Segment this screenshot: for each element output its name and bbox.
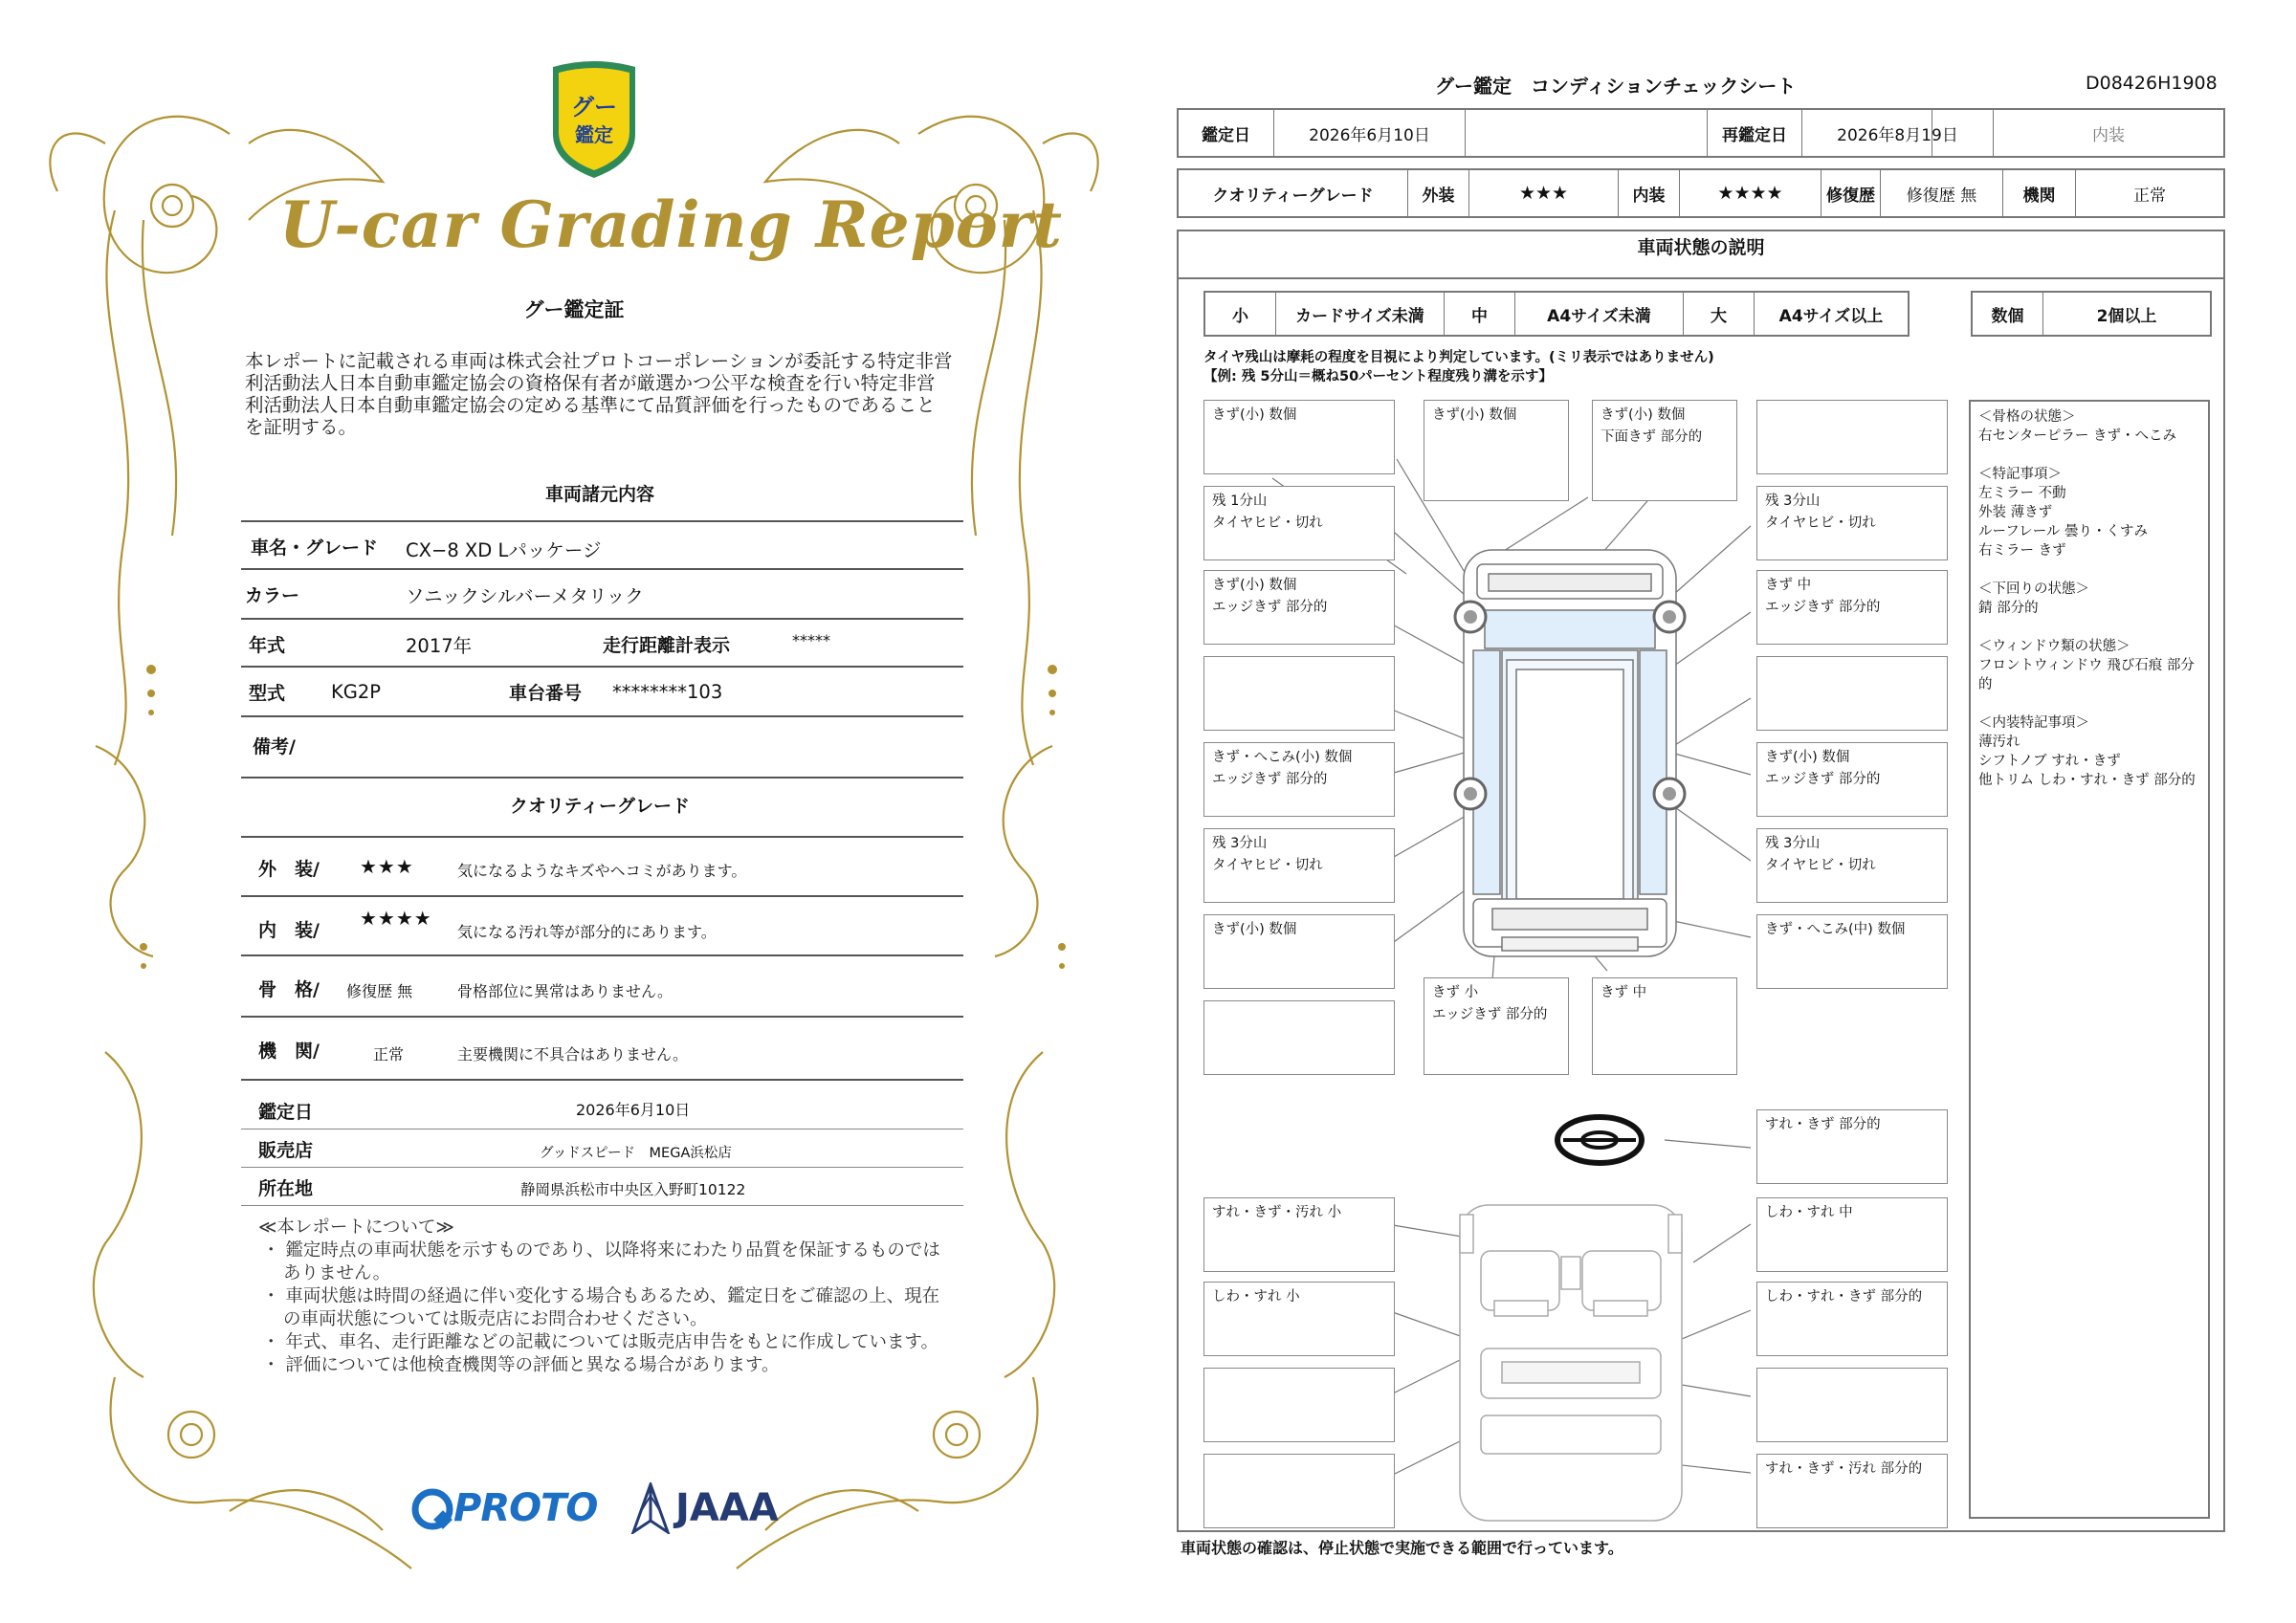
damage-box-front-door-right: [1756, 656, 1948, 731]
divider: [241, 618, 963, 620]
count-legend: [1971, 291, 2212, 337]
quality-heading: クオリティーグレード: [509, 796, 691, 817]
year-value: 2017年: [406, 635, 473, 657]
tire-box-rear-right: 残 3分山 タイヤヒビ・切れ: [1756, 828, 1948, 903]
condition-notes: [1969, 400, 2210, 1519]
count-desc: 2個以上: [2096, 306, 2157, 326]
year-label: 年式: [249, 635, 286, 656]
interior-grade: ★★★★: [1680, 170, 1821, 216]
size-legend: [1203, 291, 1910, 337]
divider: [241, 568, 963, 570]
interior-grade: ★★★★: [360, 907, 432, 930]
report-notes-title: ≪本レポートについて≫: [258, 1217, 454, 1238]
divider: [241, 954, 963, 956]
interior-label-cell: 内装: [2092, 125, 2125, 145]
report-note-item: ・ 年式、車名、走行距離などの記載については販売店申告をもとに作成しています。: [262, 1332, 939, 1352]
special-notes-heading: ＜特記事項＞: [1978, 467, 2062, 482]
tire-note-example: 【例: 残 5分山＝概ね50パーセント程度残り溝を示す】: [1203, 369, 1553, 384]
interior-box-seat-left: しわ・すれ 小: [1203, 1282, 1395, 1356]
remarks-label: 備考/: [253, 736, 296, 757]
damage-box-front-door-left: [1203, 656, 1395, 731]
condition-item: 錆 部分的: [1978, 601, 2039, 616]
report-note-item: ・ 車両状態は時間の経過に伴い変化する場合もあるため、鑑定日をご確認の上、現在の車両状態については販売店にお問合わせください。: [262, 1286, 940, 1329]
interior-label: 内 装/: [258, 920, 320, 941]
divider: [241, 666, 963, 668]
panel-title: 車両状態の説明: [1637, 237, 1765, 258]
tire-box-front-left: 残 1分山 タイヤヒビ・切れ: [1203, 486, 1395, 560]
interior-box-seat-right: しわ・すれ・きず 部分的: [1756, 1282, 1948, 1356]
proto-logo-text: PROTO: [453, 1486, 598, 1530]
interior-box-mid-right: [1756, 1368, 1948, 1442]
damage-box-rear-door-left: きず・へこみ(小) 数個 エッジきず 部分的: [1203, 742, 1395, 817]
document-id: D08426H1908: [2086, 73, 2218, 94]
condition-item: 右ミラー きず: [1978, 543, 2066, 559]
tire-box-rear-left: 残 3分山 タイヤヒビ・切れ: [1203, 828, 1395, 903]
jaaa-logo-text: JAAA: [675, 1486, 779, 1530]
damage-box-hood-left: きず(小) 数個: [1424, 400, 1569, 501]
damage-box-rear-door-right: きず(小) 数個 エッジきず 部分的: [1756, 742, 1948, 817]
appraisal-date-value: 2026年6月10日: [1274, 110, 1466, 156]
color-label: カラー: [245, 585, 300, 606]
quality-grade-label: クオリティーグレード: [1179, 170, 1408, 216]
exterior-comment: 気になるようなキズやヘコミがあります。: [457, 862, 747, 880]
size-large-desc: A4サイズ以上: [1778, 306, 1884, 326]
grade-row: [1177, 168, 2225, 218]
divider: [241, 1167, 963, 1168]
interior-label: 内装: [1619, 170, 1680, 216]
address-value: 静岡県浜松市中央区入野町10122: [520, 1181, 746, 1198]
damage-box-quarter-right: きず・へこみ(中) 数個: [1756, 914, 1948, 989]
sheet-title: グー鑑定 コンディションチェックシート: [1435, 75, 1797, 98]
script-title: U-car Grading Report: [279, 187, 1063, 262]
appraisal-date-label: 鑑定日: [258, 1102, 314, 1123]
size-medium-desc: A4サイズ未満: [1515, 293, 1684, 335]
exterior-grade: ★★★: [360, 855, 414, 878]
condition-item: ルーフレール 曇り・くすみ: [1978, 524, 2149, 539]
condition-item: 左ミラー 不動: [1978, 486, 2066, 501]
size-small-desc: カードサイズ未満: [1276, 293, 1445, 335]
divider: [241, 836, 963, 838]
jaaa-logo-icon: [629, 1482, 672, 1534]
frame-condition-heading: ＜骨格の状態＞: [1978, 409, 2076, 425]
damage-box-front-bumper: きず(小) 数個 下面きず 部分的: [1592, 400, 1737, 501]
appraisal-date-value: 2026年6月10日: [576, 1101, 691, 1119]
divider: [241, 715, 963, 717]
exterior-label: 外 装/: [258, 859, 320, 880]
underbody-heading: ＜下回りの状態＞: [1978, 581, 2089, 597]
tire-note: タイヤ残山は摩耗の程度を目視により判定しています。(ミリ表示ではありません): [1203, 350, 1714, 365]
mileage-value: *****: [792, 631, 830, 649]
car-name-value: CX−8 XD Lパッケージ: [406, 539, 602, 561]
condition-item: シフトノブ すれ・きず: [1978, 754, 2121, 769]
goo-kantei-badge-icon: [547, 59, 641, 182]
frame-grade: 修復歴 無: [346, 982, 413, 1000]
svg-text:鑑定: 鑑定: [575, 123, 613, 146]
engine-grade: 正常: [373, 1045, 405, 1064]
damage-box-tailgate: きず 中: [1592, 977, 1737, 1075]
damage-box-rear-bumper: きず 小 エッジきず 部分的: [1424, 977, 1569, 1075]
interior-box-steering: すれ・きず 部分的: [1756, 1109, 1948, 1184]
damage-box-front-left: きず(小) 数個: [1203, 400, 1395, 474]
window-heading: ＜ウィンドウ類の状態＞: [1978, 639, 2130, 654]
car-name-label: 車名・グレード: [251, 537, 379, 559]
certificate-intro: 本レポートに記載される車両は株式会社プロトコーポレーションが委託する特定非営利活動法人日本自動車鑑定協会の資格保有者が厳選かつ公平な検査を行い特定非営利活動法人日本自動車鑑定協会の定める基準にて品質評価を行ったものであることを証明する。: [245, 350, 953, 438]
engine-label: 機関: [2003, 170, 2076, 216]
chassis-value: ********103: [612, 681, 723, 703]
store-value: グッドスピード MEGA浜松店: [540, 1146, 732, 1161]
color-value: ソニックシルバーメタリック: [406, 585, 644, 607]
certificate-heading: グー鑑定証: [523, 298, 625, 321]
condition-item: 外装 薄きず: [1978, 505, 2053, 520]
engine-label: 機 関/: [258, 1041, 320, 1062]
damage-box-fender-right: きず 中 エッジきず 部分的: [1756, 570, 1948, 645]
report-notes: [258, 1217, 947, 1377]
chassis-label: 車台番号: [509, 683, 583, 704]
divider: [241, 1016, 963, 1018]
repair-history-value: 修復歴 無: [1881, 170, 2003, 216]
report-note-item: ・ 評価については他検査機関等の評価と異なる場合があります。: [262, 1355, 780, 1375]
damage-box-front-right: [1756, 400, 1948, 474]
size-large: 大: [1684, 293, 1755, 335]
bottom-note: 車両状態の確認は、停止状態で実施できる範囲で行っています。: [1181, 1539, 1623, 1557]
reappraisal-date-value: 2026年8月19日: [1802, 110, 1994, 156]
report-note-item: ・ 鑑定時点の車両状態を示すものであり、以降将来にわたり品質を保証するものではありません。: [262, 1240, 940, 1283]
footer-logos: [411, 1480, 794, 1538]
divider: [241, 895, 963, 897]
proto-logo-icon: [411, 1488, 453, 1530]
exterior-grade: ★★★: [1469, 170, 1619, 216]
mileage-label: 走行距離計表示: [603, 635, 731, 656]
interior-box-dash-right: しわ・すれ 中: [1756, 1197, 1948, 1272]
condition-item: 薄汚れ: [1978, 735, 2020, 750]
repair-history-label: 修復歴: [1821, 170, 1881, 216]
damage-box-quarter-left: きず(小) 数個: [1203, 914, 1395, 989]
address-label: 所在地: [258, 1178, 314, 1199]
interior-box-rear-left: [1203, 1454, 1395, 1528]
interior-comment: 気になる汚れ等が部分的にあります。: [457, 923, 717, 941]
spec-heading: 車両諸元内容: [544, 484, 654, 505]
interior-box-mid-left: [1203, 1368, 1395, 1442]
divider: [241, 777, 963, 779]
divider: [241, 1205, 963, 1206]
condition-item: 右センターピラー きず・へこみ: [1978, 428, 2177, 444]
condition-item: フロントウィンドウ 飛び石痕 部分的: [1978, 658, 2195, 692]
damage-box-rear-left: [1203, 1000, 1395, 1075]
steering-wheel-icon: [1557, 1117, 1642, 1163]
interior-box-rear-right: すれ・きず・汚れ 部分的: [1756, 1454, 1948, 1528]
store-label: 販売店: [258, 1140, 314, 1161]
divider: [241, 1129, 963, 1130]
engine-value: 正常: [2133, 186, 2166, 206]
frame-comment: 骨格部位に異常はありません。: [457, 982, 673, 1000]
appraisal-date-label: 鑑定日: [1179, 110, 1274, 156]
divider: [241, 1079, 963, 1081]
size-medium: 中: [1445, 293, 1515, 335]
frame-label: 骨 格/: [258, 979, 320, 1000]
divider: [1177, 277, 2225, 279]
date-row: [1177, 108, 2225, 158]
model-value: KG2P: [331, 681, 382, 703]
tire-box-front-right: 残 3分山 タイヤヒビ・切れ: [1756, 486, 1948, 560]
engine-comment: 主要機関に不具合はありません。: [457, 1045, 688, 1064]
divider: [241, 520, 963, 522]
condition-item: 他トリム しわ・すれ・きず 部分的: [1978, 773, 2196, 788]
interior-notes-heading: ＜内装特記事項＞: [1978, 715, 2089, 731]
exterior-label: 外装: [1408, 170, 1469, 216]
interior-box-dash-left: すれ・きず・汚れ 小: [1203, 1197, 1395, 1272]
size-small: 小: [1205, 293, 1276, 335]
reappraisal-date-label: 再鑑定日: [1707, 110, 1802, 156]
model-label: 型式: [249, 683, 286, 704]
damage-box-fender-left: きず(小) 数個 エッジきず 部分的: [1203, 570, 1395, 645]
count-label: 数個: [1973, 293, 2043, 335]
svg-text:グー: グー: [571, 94, 617, 121]
